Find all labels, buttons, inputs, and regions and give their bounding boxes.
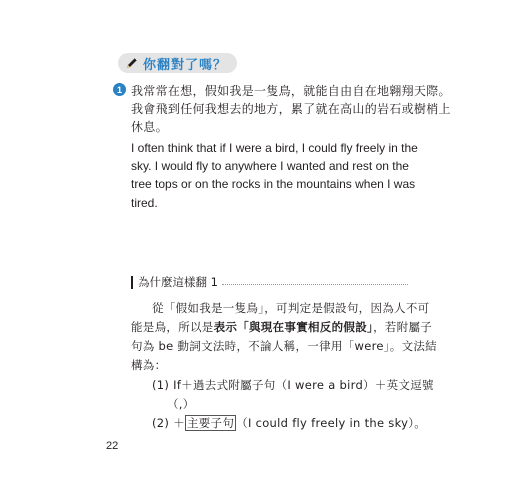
grammar-rule-2 [152, 415, 426, 431]
grammar-rule-1-cont: （,） [167, 397, 195, 411]
item-number-badge: 1 [113, 83, 126, 96]
section-header [118, 53, 237, 73]
header-bar [131, 276, 133, 289]
explanation-header [131, 274, 408, 290]
explanation-title: 為什麼這樣翻 1 [138, 275, 218, 289]
english-line: I often think that if I were a bird, I could fly freely in the [131, 141, 418, 155]
rule-prefix: (2) ＋ [152, 416, 185, 430]
english-line: sky. I would fly to anywhere I wanted and rest on the [131, 159, 409, 173]
english-line: tree tops or on the rocks in the mountains when I was [131, 177, 416, 191]
boxed-term: 主要子句 [186, 416, 235, 430]
chinese-line: 休息。 [131, 120, 168, 134]
explanation-text: 能是鳥，所以是 [131, 320, 214, 334]
section-title: 你翻對了嗎？ [143, 57, 228, 73]
pen-icon [122, 53, 142, 73]
rule-suffix: （I could fly freely in the sky）。 [236, 416, 427, 430]
explanation-line: 構為： [131, 358, 167, 372]
page-number: 22 [106, 440, 119, 452]
dotted-divider [222, 284, 408, 285]
grammar-rule-1: (1) If＋過去式附屬子句（I were a bird）＋英文逗號 [152, 378, 434, 392]
chinese-line: 我常常在想，假如我是一隻鳥，就能自由自在地翱翔天際。 [131, 84, 451, 98]
explanation-line: 句為 be 動詞文法時，不論人稱，一律用「were」。文法結 [131, 339, 437, 353]
english-line: tired. [131, 196, 158, 210]
bold-emphasis: 表示「與現在事實相反的假設」 [213, 320, 374, 334]
chinese-line: 我會飛到任何我想去的地方，累了就在高山的岩石或樹梢上 [131, 102, 451, 116]
explanation-line: 從「假如我是一隻鳥」，可判定是假設句，因為人不可 [152, 301, 430, 315]
explanation-line [131, 319, 432, 335]
explanation-text: ，若附屬子 [373, 320, 433, 334]
